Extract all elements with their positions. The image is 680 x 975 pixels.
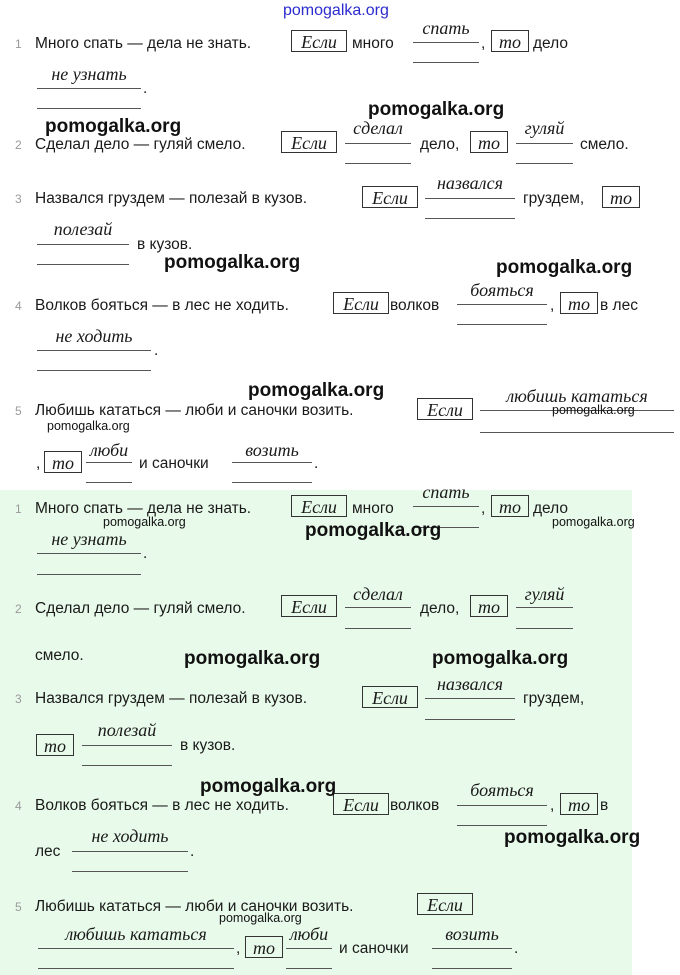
handwritten-answer: не ходить	[55, 326, 133, 346]
answer-line	[37, 553, 141, 554]
watermark: pomogalka.org	[552, 403, 635, 417]
item-number: 3	[15, 192, 22, 206]
handwritten-answer: назвался	[436, 173, 504, 193]
handwritten-answer: сделал	[353, 584, 403, 604]
sentence-word: смело.	[35, 647, 84, 664]
answer-line	[37, 88, 141, 89]
answer-line	[413, 42, 479, 43]
answer-box-then: то	[560, 793, 598, 815]
proverb-text: Назвался груздем — полезай в кузов.	[35, 690, 307, 707]
answer-line	[345, 628, 411, 629]
handwritten-answer: полезай	[97, 720, 157, 740]
answer-box-if: Если	[417, 398, 473, 420]
answer-line	[425, 218, 515, 219]
answer-box-if: Если	[281, 131, 337, 153]
punctuation: ,	[36, 455, 41, 472]
answer-line	[425, 198, 515, 199]
handwritten-answer: люби	[89, 440, 129, 460]
answer-box-then: то	[245, 936, 283, 958]
answer-line	[516, 163, 573, 164]
sentence-word: много	[352, 35, 394, 52]
answer-line	[345, 607, 411, 608]
watermark: pomogalka.org	[200, 776, 337, 797]
sentence-word: волков	[390, 297, 440, 314]
item-number: 5	[15, 404, 22, 418]
answer-box-then: то	[44, 451, 82, 473]
handwritten-answer: спать	[422, 482, 470, 502]
answer-box-then: то	[560, 292, 598, 314]
answer-box-then: то	[470, 595, 508, 617]
watermark: pomogalka.org	[45, 116, 182, 137]
answer-line	[432, 948, 512, 949]
sentence-word: груздем,	[523, 190, 585, 207]
sentence-word: и саночки	[139, 455, 209, 472]
answer-line	[457, 825, 547, 826]
watermark: pomogalka.org	[248, 380, 385, 401]
punctuation: .	[143, 545, 148, 562]
item-number: 2	[15, 602, 22, 616]
punctuation: .	[314, 455, 319, 472]
answer-box-then: то	[36, 734, 74, 756]
answer-line	[286, 948, 332, 949]
handwritten-answer: возить	[445, 924, 499, 944]
sentence-word: в лес	[600, 297, 638, 314]
item-number: 4	[15, 799, 22, 813]
answer-line	[86, 462, 132, 463]
item-number: 4	[15, 299, 22, 313]
answer-line	[413, 62, 479, 63]
proverb-text: Много спать — дела не знать.	[35, 35, 252, 52]
sentence-word: дело,	[420, 600, 460, 617]
answer-line	[38, 948, 234, 949]
answer-box-if: Если	[333, 292, 389, 314]
punctuation: .	[143, 80, 148, 97]
answer-line	[72, 871, 188, 872]
handwritten-answer: гуляй	[524, 118, 565, 138]
answer-box-then: то	[470, 131, 508, 153]
handwritten-answer: любишь кататься	[65, 924, 207, 944]
answer-line	[516, 607, 573, 608]
answer-line	[425, 719, 515, 720]
answer-line	[86, 482, 132, 483]
answer-line	[232, 462, 312, 463]
answer-box-if: Если	[291, 30, 347, 52]
answer-box-then: то	[491, 495, 529, 517]
answer-line	[432, 968, 512, 969]
sentence-word: дело,	[420, 136, 460, 153]
punctuation: .	[190, 843, 195, 860]
sentence-word: много	[352, 500, 394, 517]
answer-box-then: то	[491, 30, 529, 52]
answer-line	[37, 574, 141, 575]
sentence-word: груздем,	[523, 690, 585, 707]
punctuation: .	[514, 940, 519, 957]
handwritten-answer: полезай	[53, 219, 113, 239]
answer-line	[37, 108, 141, 109]
handwritten-answer: бояться	[470, 780, 534, 800]
watermark: pomogalka.org	[184, 648, 321, 669]
punctuation: ,	[550, 297, 555, 314]
answer-line	[480, 432, 674, 433]
item-number: 1	[15, 502, 22, 516]
answer-line	[37, 264, 129, 265]
answer-line	[82, 745, 172, 746]
watermark: pomogalka.org	[368, 99, 505, 120]
handwritten-answer: возить	[245, 440, 299, 460]
answer-line	[516, 143, 573, 144]
handwritten-answer: не узнать	[51, 529, 127, 549]
watermark: pomogalka.org	[552, 515, 635, 529]
answer-line	[457, 324, 547, 325]
proverb-text: Волков бояться — в лес не ходить.	[35, 297, 289, 314]
sentence-word: в	[600, 797, 609, 814]
handwritten-answer: гуляй	[524, 584, 565, 604]
watermark: pomogalka.org	[305, 520, 442, 541]
handwritten-answer: назвался	[436, 674, 504, 694]
item-number: 5	[15, 900, 22, 914]
proverb-text: Любишь кататься — люби и саночки возить.	[35, 402, 354, 419]
answer-box-if: Если	[291, 495, 347, 517]
sentence-word: дело	[533, 35, 568, 52]
sentence-word: смело.	[580, 136, 629, 153]
sentence-word: в кузов.	[180, 737, 236, 754]
handwritten-answer: спать	[422, 18, 470, 38]
site-watermark: pomogalka.org	[283, 2, 389, 19]
answer-box-if: Если	[362, 686, 418, 708]
punctuation: ,	[481, 35, 486, 52]
proverb-text: Сделал дело — гуляй смело.	[35, 600, 246, 617]
answer-box-if: Если	[333, 793, 389, 815]
answer-line	[457, 304, 547, 305]
sentence-word: и саночки	[339, 940, 409, 957]
proverb-text: Много спать — дела не знать.	[35, 500, 252, 517]
handwritten-answer: не узнать	[51, 64, 127, 84]
answer-line	[413, 506, 479, 507]
handwritten-answer: любишь кататься	[506, 386, 648, 406]
watermark: pomogalka.org	[432, 648, 569, 669]
answer-line	[516, 628, 573, 629]
answer-line	[345, 143, 411, 144]
answer-line	[286, 968, 332, 969]
watermark: pomogalka.org	[164, 252, 301, 273]
answer-box-if: Если	[417, 893, 473, 915]
answer-box-then: то	[602, 186, 640, 208]
sentence-word: волков	[390, 797, 440, 814]
sentence-word: в кузов.	[137, 236, 193, 253]
punctuation: ,	[236, 940, 241, 957]
answer-box-if: Если	[362, 186, 418, 208]
item-number: 2	[15, 138, 22, 152]
answer-line	[37, 350, 151, 351]
punctuation: ,	[550, 797, 555, 814]
watermark: pomogalka.org	[504, 827, 641, 848]
item-number: 1	[15, 37, 22, 51]
answer-line	[72, 851, 188, 852]
watermark: pomogalka.org	[103, 515, 186, 529]
punctuation: .	[154, 342, 159, 359]
answer-line	[82, 765, 172, 766]
answer-line	[425, 698, 515, 699]
item-number: 3	[15, 692, 22, 706]
answer-line	[38, 968, 234, 969]
punctuation: ,	[481, 500, 486, 517]
sentence-word: лес	[35, 843, 61, 860]
watermark: pomogalka.org	[47, 419, 130, 433]
proverb-text: Сделал дело — гуляй смело.	[35, 136, 246, 153]
handwritten-answer: люби	[289, 924, 329, 944]
watermark: pomogalka.org	[219, 911, 302, 925]
sentence-word: дело	[533, 500, 568, 517]
handwritten-answer: бояться	[470, 280, 534, 300]
handwritten-answer: сделал	[353, 118, 403, 138]
watermark: pomogalka.org	[496, 257, 633, 278]
proverb-text: Любишь кататься — люби и саночки возить.	[35, 898, 354, 915]
answer-box-if: Если	[281, 595, 337, 617]
answer-line	[37, 244, 129, 245]
answer-line	[457, 805, 547, 806]
answer-line	[345, 163, 411, 164]
handwritten-answer: не ходить	[91, 826, 169, 846]
proverb-text: Волков бояться — в лес не ходить.	[35, 797, 289, 814]
answer-line	[232, 482, 312, 483]
proverb-text: Назвался груздем — полезай в кузов.	[35, 190, 307, 207]
answer-line	[37, 370, 151, 371]
